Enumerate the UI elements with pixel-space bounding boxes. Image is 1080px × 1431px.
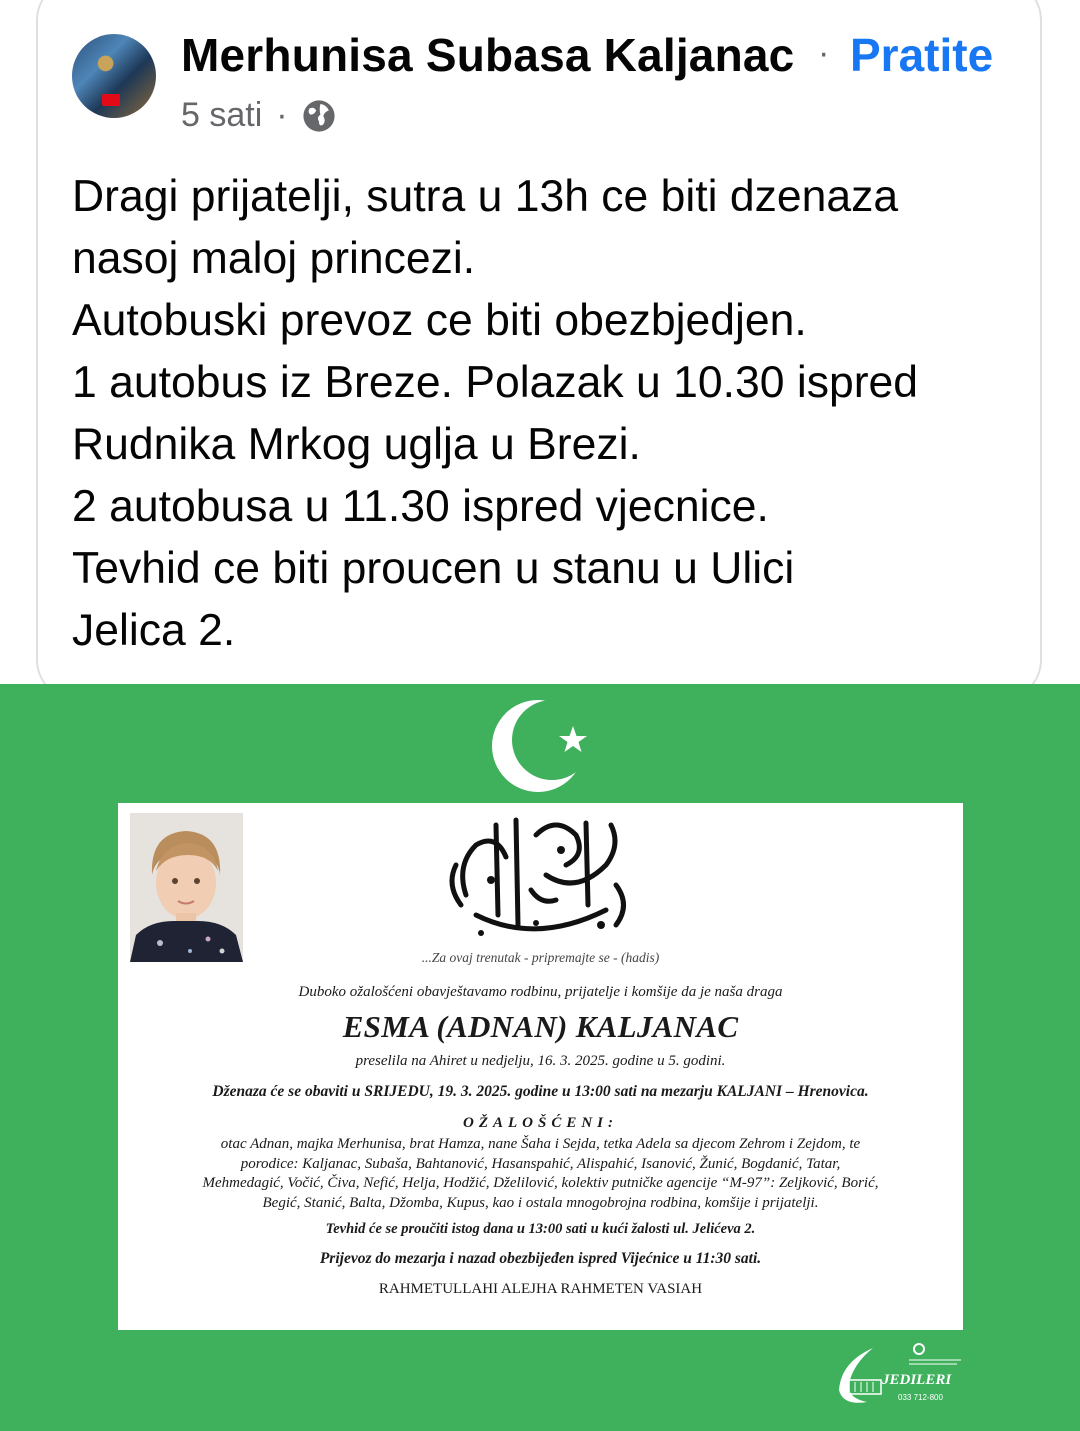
mourners-line: otac Adnan, majka Merhunisa, brat Hamza, nane Šaha i Sejda, tetka Adela sa djecom Zehrom i Zejdom, te xyxy=(220,1136,861,1152)
post-line: Dragi prijatelji, sutra u 13h ce biti dzenaza xyxy=(72,172,899,221)
prayer-text: RAHMETULLAHI ALEJHA RAHMETEN VASIAH xyxy=(378,1281,703,1297)
meta-separator: · xyxy=(276,96,288,134)
post-line: Autobuski prevoz ce biti obezbjedjen. xyxy=(72,296,807,345)
death-date-text: preselila na Ahiret u nedjelju, 16. 3. 2025. godine u 5. godini. xyxy=(355,1053,726,1069)
post-meta xyxy=(181,96,336,135)
logo-name: JEDILERI xyxy=(882,1372,952,1388)
mourners-title: OŽALOŠĆENI: xyxy=(462,1115,618,1131)
deceased-photo xyxy=(130,813,243,962)
mourners-line: porodice: Kaljanac, Subaša, Bahtanović, Hasanspahić, Alispahić, Isanović, Žunić, Bogdanić, Tatar, xyxy=(240,1155,841,1172)
post-line: Tevhid ce biti proucen u stanu u Ulici xyxy=(72,544,795,593)
post-line: nasoj maloj princezi. xyxy=(72,234,476,283)
intro-text: Duboko ožalošćeni obavještavamo rodbinu, prijatelje i komšije da je naša draga xyxy=(298,984,783,1000)
hadis-text: ...Za ovaj trenutak - pripremajte se - (hadis) xyxy=(421,950,660,965)
flag-icon xyxy=(102,94,120,106)
deceased-name: ESMA (ADNAN) KALJANAC xyxy=(342,1009,739,1044)
mourners-line: Mehmedagić, Vočić, Čiva, Nefić, Helja, Hodžić, Dželilović, kolektiv putničke agencije “M-97”: Zeljković, Borić, xyxy=(202,1175,879,1191)
calligraphy-image xyxy=(436,805,640,951)
author-avatar[interactable] xyxy=(72,34,156,118)
obituary-notice xyxy=(118,803,963,1330)
globe-icon[interactable] xyxy=(302,99,336,133)
post-text xyxy=(72,166,1032,662)
mourners-list xyxy=(126,1135,955,1213)
post-line: Jelica 2. xyxy=(72,606,236,655)
post-time[interactable]: 5 sati xyxy=(181,96,263,134)
separator-dot: · xyxy=(818,34,830,72)
crescent-star-icon xyxy=(490,698,600,793)
post-line: 2 autobusa u 11.30 ispred vjecnice. xyxy=(72,482,769,531)
follow-button[interactable]: Pratite xyxy=(850,29,994,81)
tevhid-text: Tevhid će se proučiti istog dana u 13:00 sati u kući žalosti ul. Jelićeva 2. xyxy=(325,1221,756,1237)
author-name[interactable]: Merhunisa Subasa Kaljanac xyxy=(181,29,795,81)
post-line: 1 autobus iz Breze. Polazak u 10.30 ispred xyxy=(72,358,919,407)
logo-phone: 033 712-800 xyxy=(898,1393,943,1402)
funeral-text: Dženaza će se obaviti u SRIJEDU, 19. 3. 2025. godine u 13:00 sati na mezarju KALJANI – Hrenovica. xyxy=(212,1083,869,1100)
post-line: Rudnika Mrkog uglja u Brezi. xyxy=(72,420,641,469)
mourners-line: Begić, Stanić, Balta, Džomba, Kupus, kao i ostala mnogobrojna rodbina, komšije i prijatelji. xyxy=(262,1194,819,1211)
transport-text: Prijevoz do mezarja i nazad obezbijeđen ispred Vijećnice u 11:30 sati. xyxy=(319,1250,762,1267)
